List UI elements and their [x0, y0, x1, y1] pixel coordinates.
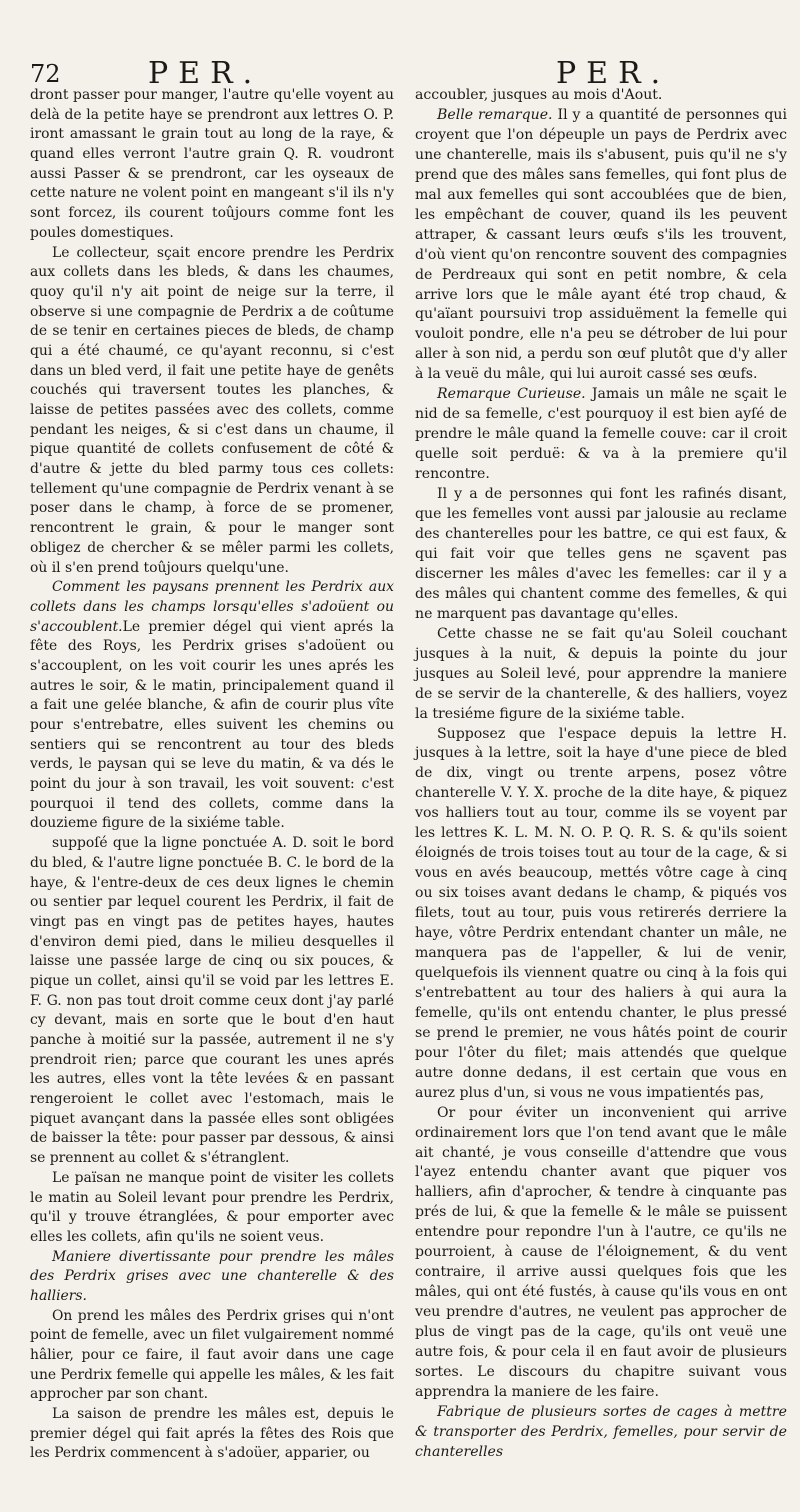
paragraph: On prend les mâles des Perdrix grises qui n'ont point de femelle, avec un filet vulgairement nommé hâlier, pour ce faire, il faut avoir dans une cage une Perdrix femelle qui appelle les mâles, & les fait approcher par son chant.	[30, 1307, 394, 1403]
paragraph-body: Il y a quantité de personnes qui croyent que l'on dépeuple un pays de Perdrix avec une chanterelle, mais ils s'abusent, puis qu'il ne s'y prend que des mâles sans femelles, qui font plus de mal aux femelles qui sont accoublées que de bien, les empêchant de couver, quand ils les peuvent attraper, & cassant leurs œufs s'ils les trouvent, d'où vient qu'on rencontre souvent des compagnies de Perdreaux qui sont en petit nombre, & cela arrive lors que le mâle ayant été trop chaud, & qu'aïant poursuivi trop assiduëment la femelle qui vouloit pondre, elle n'a peu se détrober de lui pour aller à son nid, a perdu son œuf plutôt que d'y aller à la veuë du mâle, qui lui auroit cassé ses œufs.	[415, 106, 787, 383]
paragraph-body: Jamais un mâle ne sçait le nid de sa femelle, c'est pourquoy il est bien ayſé de prendre le mâle quand la femelle couve: car il croit quelle soit perduë: & va à la premiere qu'il rencontre.	[415, 386, 788, 483]
paragraph: Or pour éviter un inconvenient qui arrive ordinairement lors que l'on tend avant que le mâle ait chanté, je vous conseille d'attendre que vous l'ayez entendu chanter avant que piquer vos halliers, afin d'aprocher, & tendre à cinquante pas prés de lui, & que la femelle & le mâle se puissent entendre pour repondre l'un à l'autre, ce qu'ils ne pourroient, à cause de l'éloignement, & du vent contraire, il arrive aussi quelques fois que les mâles, qui ont été fustés, à cause qu'ils vous en ont veu prendre d'autres, ne veulent pas approcher de plus de vingt pas de la cage, qu'ils ont veuë une autre fois, & pour cela il en faut avoir de plusieurs sortes. Le discours du chapitre suivant vous apprendra la maniere de les faire.	[415, 1104, 787, 1400]
paragraph: Supposez que l'espace depuis la lettre H. jusques à la lettre, soit la haye d'une piece de bled de dix, vingt ou trente arpens, posez vôtre chanterelle V. Y. X. proche de la dite haye, & piquez vos halliers tout au tour, comme ils se voyent par les lettres K. L. M. N. O. P. Q. R. S. & qu'ils soient éloignés de trois toises tout au tour de la cage, & si vous en avés beaucoup, mettés vôtre cage à cinq ou six toises avant dedans le champ, & piqués vos filets, tout au tour, puis vous retirerés derriere la haye, vôtre Perdrix entendant chanter un mâle, ne manquera pas de l'appeller, & lui de venir, quelquefois ils viennent quatre ou cinq à la fois qui s'entrebattent au tour des haliers à qui aura la femelle, qu'ils ont entendu chanter, le plus pressé se prend le premier, ne vous hâtés point de courir pour l'ôter du filet; mais attendés que quelque autre donne dedans, il est certain que vous en aurez plus d'un, si vous ne vous impatientés pas,	[415, 725, 787, 1101]
paragraph: Le païsan ne manque point de visiter les collets le matin au Soleil levant pour prendre les Perdrix, qu'il y trouve étranglées, & pour emporter avec elles les collets, afin qu'ils ne soient veus.	[30, 1169, 394, 1245]
left-column	[30, 86, 394, 1464]
page-number: 72	[30, 60, 61, 88]
paragraph: accoubler, jusques au mois d'Aout.	[415, 87, 663, 103]
paragraph: suppoſé que la ligne ponctuée A. D. soit le bord du bled, & l'autre ligne ponctuée B. C. le bord de la haye, & l'entre-deux de ces deux lignes le chemin ou sentier par lequel courent les Perdrix, il fait de vingt pas en vingt pas de petites hayes, hautes d'environ demi pied, dans le milieu desquelles il laisse une passée large de cinq ou six pouces, & pique un collet, ainsi qu'il se void par les lettres E. F. G. non pas tout droit comme ceux dont j'ay parlé cy devant, mais en sorte que le bout d'en haut panche à moitié sur la passée, autrement il ne s'y prendroit rien; parce que courant les unes aprés les autres, elles vont la tête levées & en passant rengeroient le collet avec l'estomach, mais le piquet avançant dans la passée elles sont obligées de baisser la tête: pour passer par dessous, & ainsi se prennent au collet & s'étranglent.	[30, 835, 394, 1167]
running-head-right: PER.	[556, 56, 671, 91]
paragraph	[415, 385, 787, 485]
paragraph: dront passer pour manger, l'autre qu'elle voyent au delà de la petite haye se prendront aux lettres O. P. iront amassant le grain tout au long de la raye, & quand elles verront l'autre grain Q. R. voudront aussi Passer & se prendront, car les oyseaux de cette nature ne volent point en mangeant s'il ils n'y sont forcez, ils courent toûjours comme font les poules domestiques.	[30, 87, 394, 241]
section-heading: Comment les paysans prennent les Perdrix aux collets dans les champs lorsqu'elles s'adoüent ou s'accoublent.	[30, 579, 394, 635]
section-heading: Maniere divertissante pour prendre les mâles des Perdrix grises avec une chanterelle & des halliers.	[30, 1248, 394, 1304]
section-heading: Remarque Curieuse.	[437, 386, 586, 403]
right-column	[415, 86, 787, 1463]
paragraph: La saison de prendre les mâles est, depuis le premier dégel qui fait aprés la fêtes des Rois que les Perdrix commencent à s'adoüer, apparier, ou	[30, 1406, 394, 1462]
section-heading: Belle remarque.	[437, 106, 553, 123]
paragraph: Le collecteur, sçait encore prendre les Perdrix aux collets dans les bleds, & dans les chaumes, quoy qu'il n'y ait point de neige sur la terre, il observe si une compagnie de Perdrix a de coûtume de se tenir en certaines pieces de bleds, de champ qui a été chaumé, ce qu'ayant reconnu, si c'est dans un bled verd, il fait une petite haye de genêts couchés qui traversent toutes les planches, & laisse de petites passées avec des collets, comme pendant les neiges, & si c'est dans un chaume, il pique quantité de collets confusement de côté & d'autre & jette du bled parmy tous ces collets: tellement qu'une compagnie de Perdrix venant à se poser dans le champ, à force de se promener, rencontrent le grain, & pour le manger sont obligez de chercher & se mêler parmi les collets, où il s'en prend toûjours quelqu'une.	[30, 244, 394, 576]
paragraph	[415, 106, 787, 385]
paragraph: Cette chasse ne se fait qu'au Soleil couchant jusques à la nuit, & depuis la pointe du jour jusques au Soleil levé, pour apprendre la maniere de se servir de la chanterelle, & des halliers, voyez la tresiéme figure de la sixiéme table.	[415, 625, 787, 722]
paragraph-body: Le premier dégel qui vient aprés la fête des Roys, les Perdrix grises s'adoüent ou s'accouplent, on les voit courir les unes aprés les autres le soir, & le matin, principalement quand il a fait une gelée blanche, & afin de courir plus vîte pour s'entrebatre, elles suivent les chemins ou sentiers qui se rencontrent au tour des bleds verds, le paysan qui se leve du matin, & va dés le point du jour à son travail, les voit souvent: c'est pourquoi il tend des collets, comme dans la douzieme figure de la sixiéme table.	[30, 618, 394, 832]
section-heading: Fabrique de plusieurs sortes de cages à mettre & transporter des Perdrix, femelles, pour servir de chanterelles	[415, 1403, 787, 1460]
paragraph: Il y a de personnes qui font les rafinés disant, que les femelles vont aussi par jalousie au reclame des chanterelles pour les battre, ce qui est faux, & qui fait voir que telles gens ne sçavent pas discerner les mâles d'avec les femelles: car il y a des mâles qui chantent comme des femelles, & qui ne marquent pas davantage qu'elles.	[415, 486, 787, 622]
running-head-left: PER.	[148, 56, 263, 91]
paragraph	[30, 578, 394, 834]
